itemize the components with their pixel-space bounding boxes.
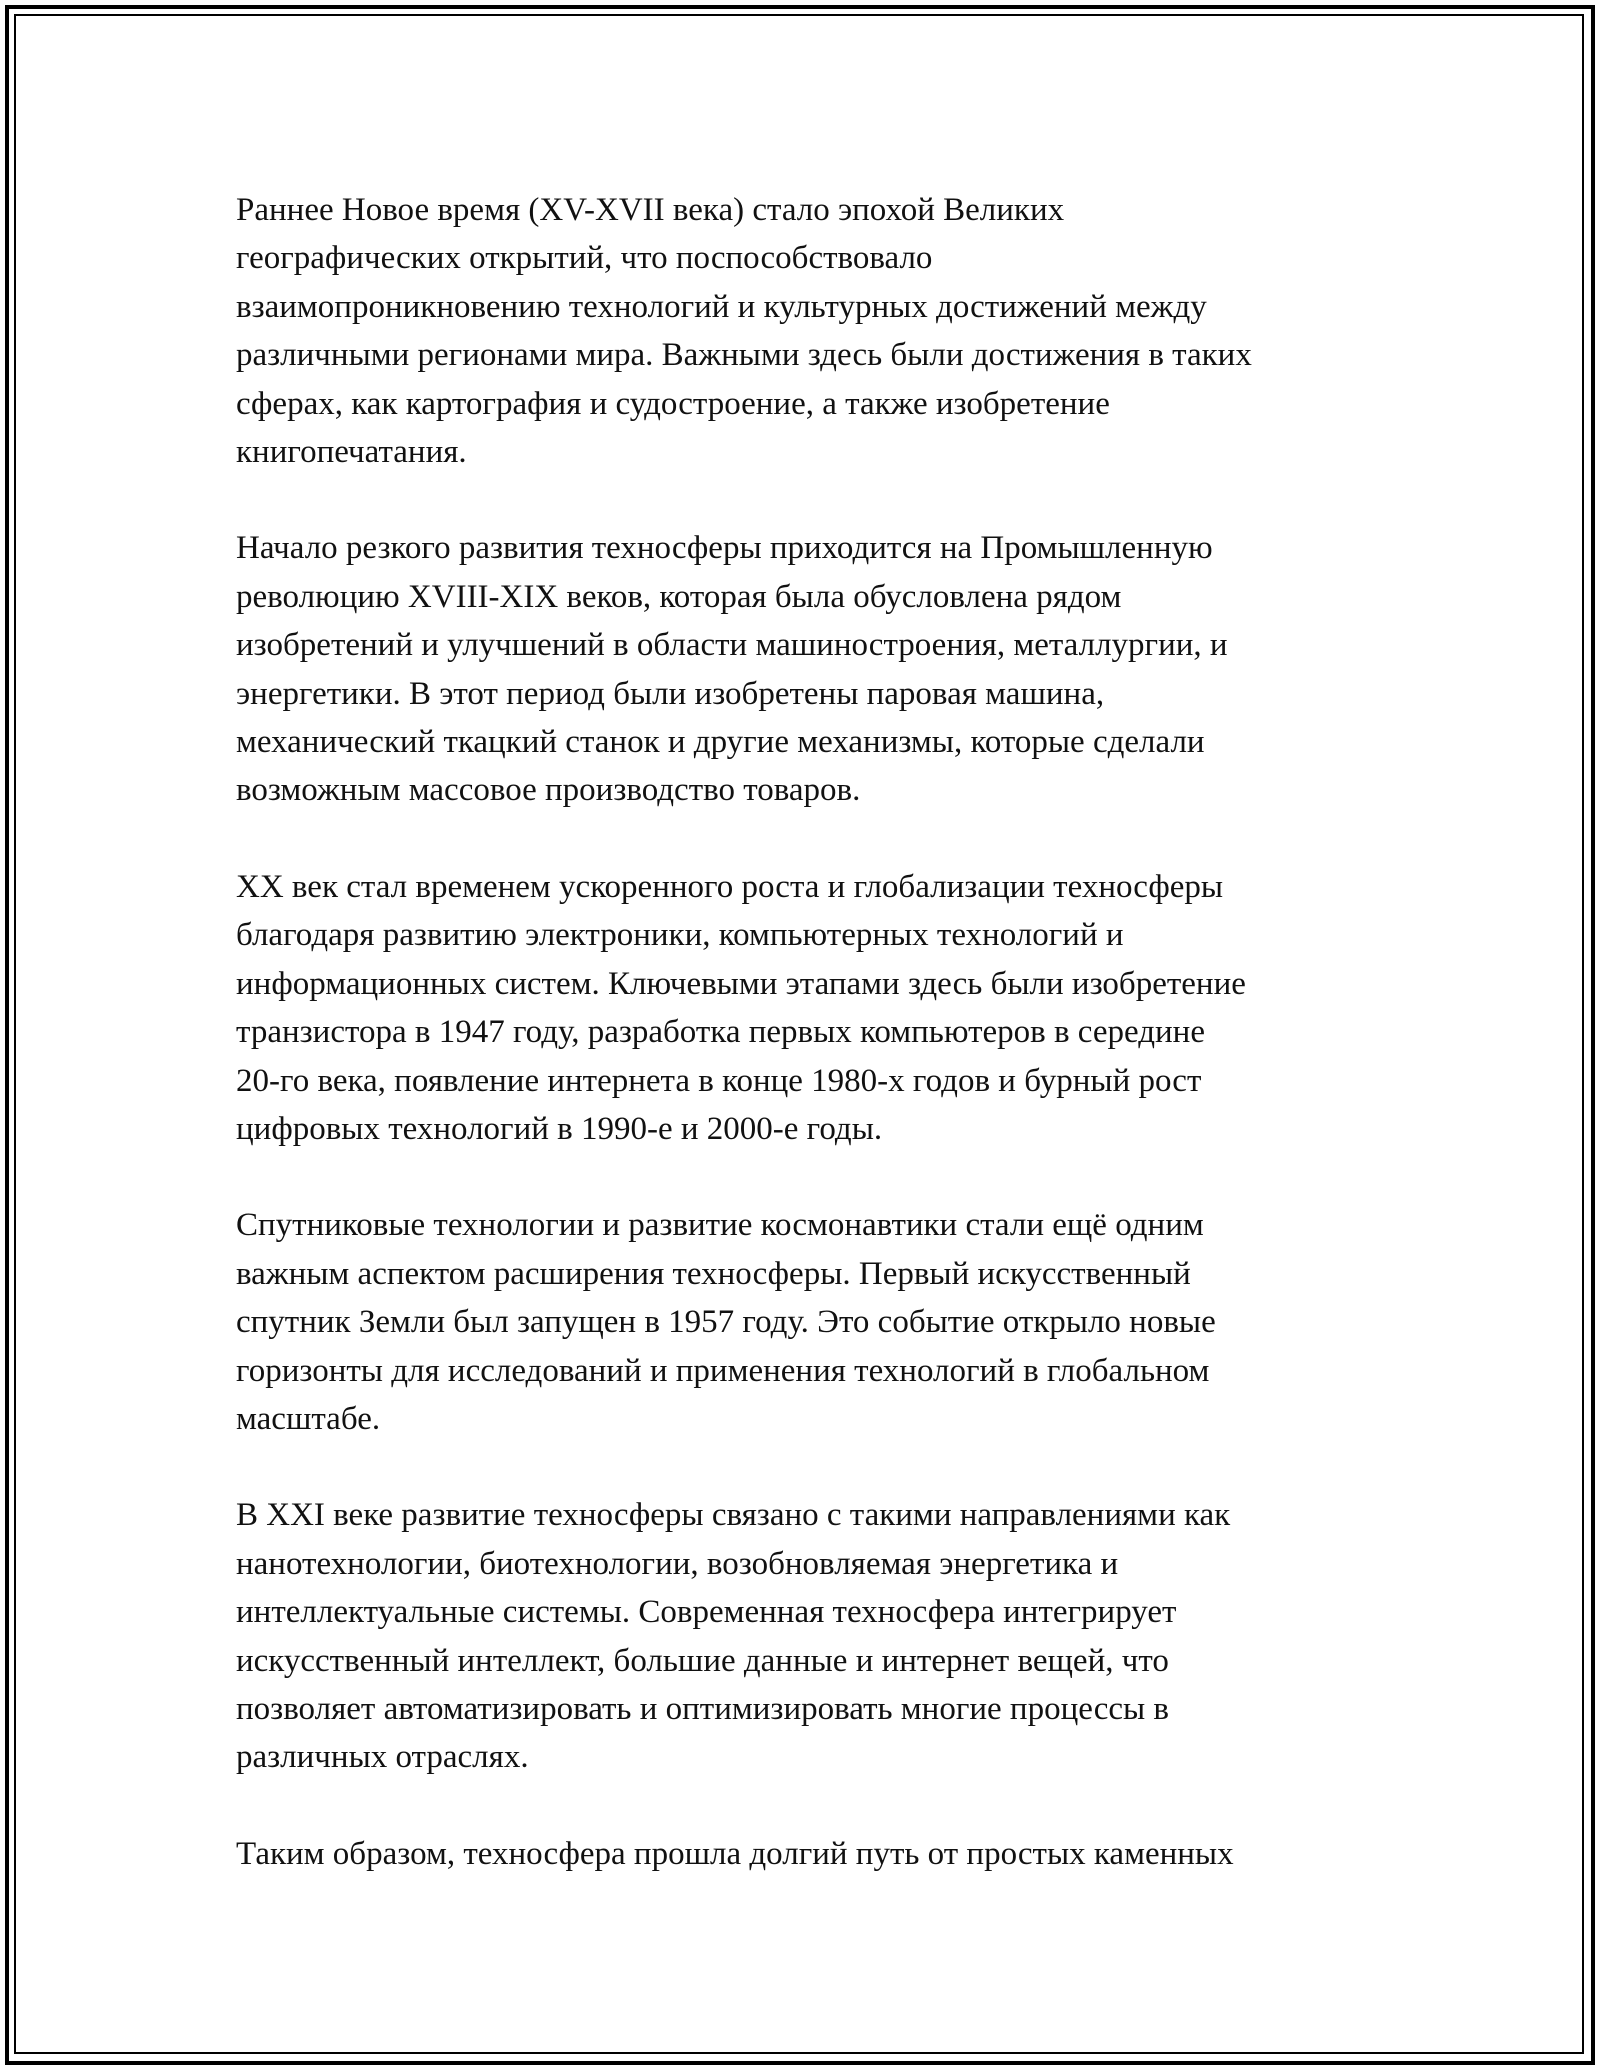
paragraph-space-technologies <box>236 1201 1386 1443</box>
paragraph-early-modern <box>236 186 1386 476</box>
text-line: Таким образом, техносфера прошла долгий путь от простых каменных <box>236 1835 1234 1872</box>
text-line: XX век стал временем ускоренного роста и глобализации техносферы <box>236 868 1224 905</box>
text-line: нанотехнологии, биотехнологии, возобновляемая энергетика и <box>236 1545 1119 1582</box>
text-line: интеллектуальные системы. Современная техносфера интегрирует <box>236 1594 1177 1631</box>
text-line: 20-го века, появление интернета в конце 1980-х годов и бурный рост <box>236 1062 1202 1099</box>
text-line: масштабе. <box>236 1400 381 1437</box>
text-line: В XXI веке развитие техносферы связано с такими направлениями как <box>236 1497 1231 1534</box>
text-line: книгопечатания. <box>236 434 467 471</box>
text-line: географических открытий, что поспособствовало <box>236 240 933 277</box>
text-line: энергетики. В этот период были изобретены паровая машина, <box>236 675 1105 712</box>
text-line: Спутниковые технологии и развитие космонавтики стали ещё одним <box>236 1207 1204 1244</box>
paragraph-twentieth-century <box>236 863 1386 1153</box>
text-line: искусственный интеллект, большие данные и интернет вещей, что <box>236 1642 1169 1679</box>
text-line: благодаря развитию электроники, компьютерных технологий и <box>236 917 1124 954</box>
paragraph-industrial-revolution <box>236 524 1386 814</box>
document-body <box>236 186 1386 1926</box>
text-line: спутник Земли был запущен в 1957 году. Это событие открыло новые <box>236 1304 1216 1341</box>
text-line: взаимопроникновению технологий и культурных достижений между <box>236 288 1207 325</box>
text-line: Раннее Новое время (XV-XVII века) стало эпохой Великих <box>236 192 1065 228</box>
text-line: возможным массовое производство товаров. <box>236 772 861 809</box>
paragraph-twenty-first-century <box>236 1491 1386 1781</box>
text-line: информационных систем. Ключевыми этапами здесь были изобретение <box>236 965 1246 1002</box>
text-line: важным аспектом расширения техносферы. Первый искусственный <box>236 1255 1191 1292</box>
text-line: революцию XVIII-XIX веков, которая была обусловлена рядом <box>236 578 1122 615</box>
text-line: позволяет автоматизировать и оптимизировать многие процессы в <box>236 1690 1170 1727</box>
text-line: цифровых технологий в 1990-е и 2000-е годы. <box>236 1110 883 1147</box>
text-line: горизонты для исследований и применения технологий в глобальном <box>236 1352 1210 1389</box>
paragraph-conclusion <box>236 1830 1386 1878</box>
text-line: изобретений и улучшений в области машиностроения, металлургии, и <box>236 627 1228 664</box>
text-line: различных отраслях. <box>236 1739 529 1776</box>
text-line: различными регионами мира. Важными здесь были достижения в таких <box>236 337 1252 374</box>
text-line: механический ткацкий станок и другие механизмы, которые сделали <box>236 724 1205 761</box>
text-line: сферах, как картография и судостроение, а также изобретение <box>236 385 1110 422</box>
text-line: транзистора в 1947 году, разработка первых компьютеров в середине <box>236 1014 1205 1051</box>
text-line: Начало резкого развития техносферы приходится на Промышленную <box>236 530 1213 567</box>
